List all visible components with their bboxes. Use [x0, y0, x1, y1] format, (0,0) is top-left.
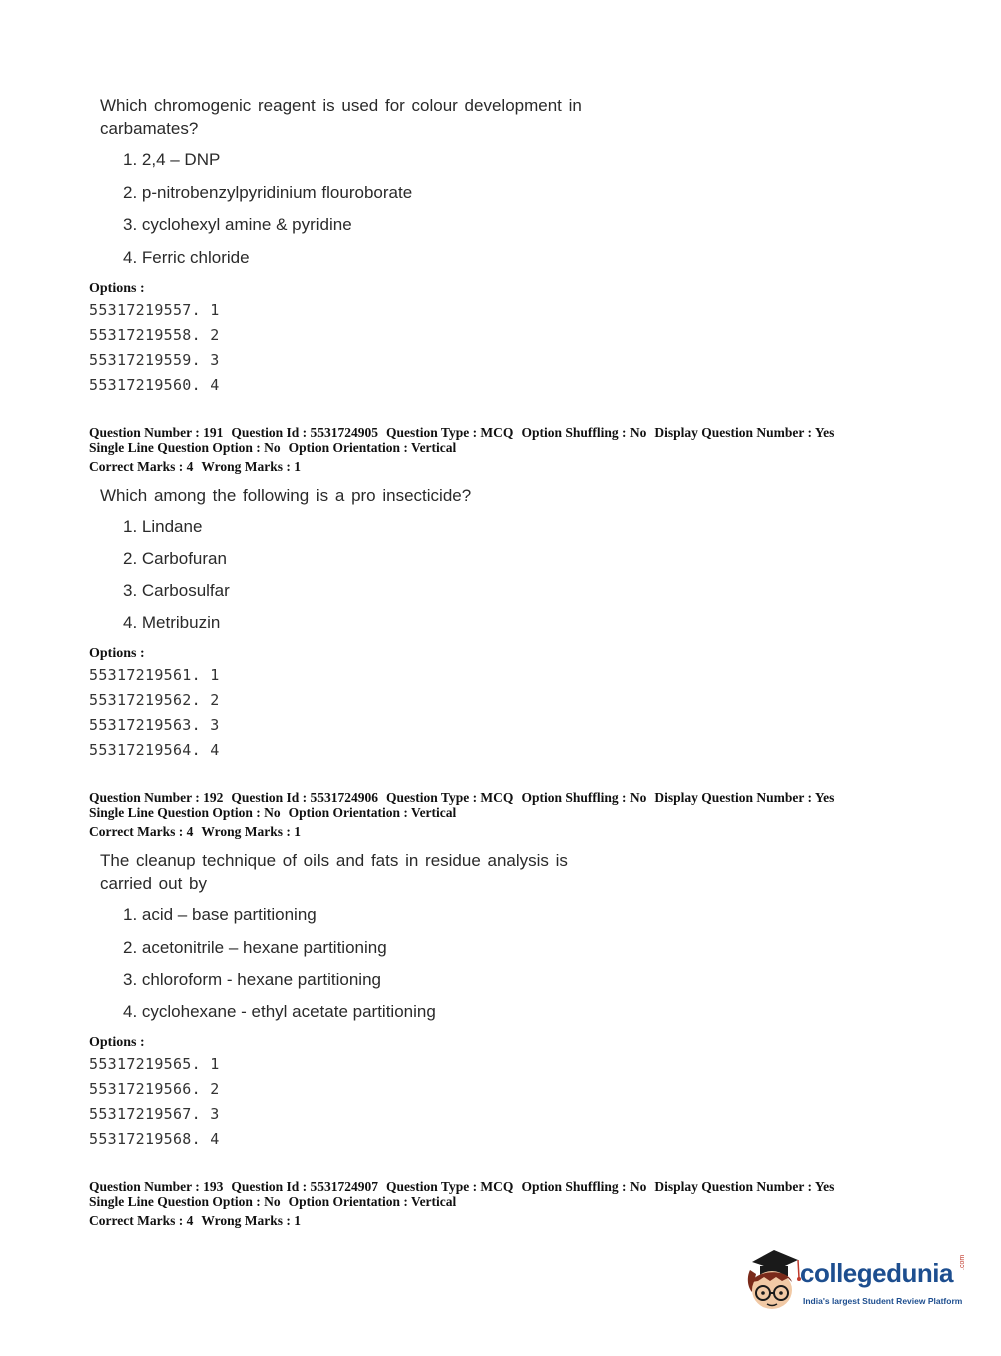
question-192-choice-4: 4. cyclohexane - ethyl acetate partitioning: [123, 1002, 436, 1021]
brand-tagline: India's largest Student Review Platform: [803, 1296, 963, 1306]
question-191-option-id-1: 55317219561. 1: [89, 666, 220, 684]
collegedunia-logo[interactable]: [742, 1248, 972, 1320]
question-191-option-id-3: 55317219563. 3: [89, 716, 220, 734]
question-192-option-id-2: 55317219566. 2: [89, 1080, 220, 1098]
question-192-choice-1: 1. acid – base partitioning: [123, 905, 317, 924]
question-193-meta-line-2: Single Line Question Option : No Option Orientation : Vertical: [89, 1194, 457, 1209]
question-192-option-id-1: 55317219565. 1: [89, 1055, 220, 1073]
question-193-meta-line-1: Question Number : 193 Question Id : 5531724907 Question Type : MCQ Option Shuffling : No Display Question Number : Yes: [89, 1179, 835, 1194]
question-191-choice-2: 2. Carbofuran: [123, 549, 227, 568]
question-190-text-line-2: carbamates?: [100, 119, 199, 138]
question-191-choice-1: 1. Lindane: [123, 517, 203, 536]
question-191-option-id-4: 55317219564. 4: [89, 741, 220, 759]
question-190-choice-1: 1. 2,4 – DNP: [123, 150, 221, 169]
question-191-text: Which among the following is a pro insecticide?: [100, 486, 472, 505]
question-191-choice-4: 4. Metribuzin: [123, 613, 221, 632]
question-192-option-id-4: 55317219568. 4: [89, 1130, 220, 1148]
question-190-option-id-3: 55317219559. 3: [89, 351, 220, 369]
question-190-text-line-1: Which chromogenic reagent is used for colour development in: [100, 96, 582, 115]
question-191-marks: Correct Marks : 4 Wrong Marks : 1: [89, 459, 301, 474]
question-190-choice-4: 4. Ferric chloride: [123, 248, 250, 267]
question-192-meta-line-1: Question Number : 192 Question Id : 5531724906 Question Type : MCQ Option Shuffling : No Display Question Number : Yes: [89, 790, 835, 805]
question-193-marks: Correct Marks : 4 Wrong Marks : 1: [89, 1213, 301, 1228]
student-mascot-icon: [742, 1248, 802, 1318]
question-191-options-label: Options :: [89, 646, 145, 661]
question-190-choice-2: 2. p-nitrobenzylpyridinium flouroborate: [123, 183, 413, 202]
question-192-meta-line-2: Single Line Question Option : No Option Orientation : Vertical: [89, 805, 457, 820]
question-192-options-label: Options :: [89, 1035, 145, 1050]
question-190-choice-3: 3. cyclohexyl amine & pyridine: [123, 215, 352, 234]
question-192-choice-2: 2. acetonitrile – hexane partitioning: [123, 938, 387, 957]
question-192-marks: Correct Marks : 4 Wrong Marks : 1: [89, 824, 301, 839]
question-192-text-line-1: The cleanup technique of oils and fats in residue analysis is: [100, 851, 568, 870]
question-190-options-label: Options :: [89, 281, 145, 296]
question-190-option-id-1: 55317219557. 1: [89, 301, 220, 319]
question-190-option-id-2: 55317219558. 2: [89, 326, 220, 344]
question-191-meta-line-1: Question Number : 191 Question Id : 5531724905 Question Type : MCQ Option Shuffling : No Display Question Number : Yes: [89, 425, 835, 440]
question-191-meta-line-2: Single Line Question Option : No Option Orientation : Vertical: [89, 440, 457, 455]
question-192-choice-3: 3. chloroform - hexane partitioning: [123, 970, 381, 989]
question-191-option-id-2: 55317219562. 2: [89, 691, 220, 709]
question-191-choice-3: 3. Carbosulfar: [123, 581, 230, 600]
question-192-text-line-2: carried out by: [100, 874, 207, 893]
brand-name: collegedunia: [800, 1258, 953, 1288]
question-192-option-id-3: 55317219567. 3: [89, 1105, 220, 1123]
question-190-option-id-4: 55317219560. 4: [89, 376, 220, 394]
brand-suffix: .com: [959, 1254, 966, 1270]
